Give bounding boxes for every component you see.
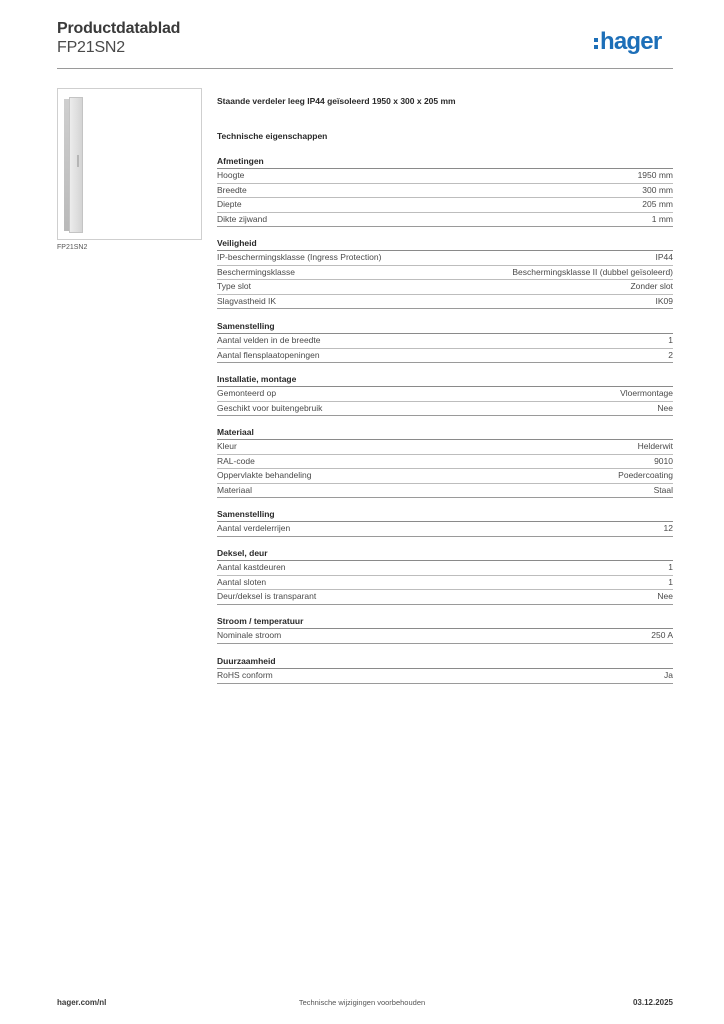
spec-label: Aantal sloten	[217, 576, 267, 587]
logo-text: hager	[600, 28, 662, 55]
spec-label: IP-beschermingsklasse (Ingress Protection)	[217, 252, 382, 262]
spec-label: Dikte zijwand	[217, 213, 268, 224]
spec-row	[217, 561, 673, 576]
spec-row	[217, 198, 673, 213]
spec-value: Poedercoating	[618, 470, 673, 481]
spec-section	[217, 155, 673, 227]
section-title: Veiligheid	[217, 237, 673, 251]
section-title: Samenstelling	[217, 508, 673, 522]
spec-value: 205 mm	[642, 199, 673, 210]
spec-row	[217, 469, 673, 484]
spec-value: 2	[668, 349, 673, 360]
section-title: Stroom / temperatuur	[217, 615, 673, 629]
spec-row	[217, 251, 673, 266]
spec-value: Beschermingsklasse II (dubbel geïsoleerd)	[512, 266, 673, 277]
spec-label: Slagvastheid IK	[217, 295, 277, 306]
section-title: Installatie, montage	[217, 373, 673, 387]
spec-value: Zonder slot	[630, 281, 673, 292]
spec-label: Deur/deksel is transparant	[217, 591, 317, 602]
spec-row	[217, 349, 673, 364]
spec-value: 250 A	[651, 630, 673, 640]
spec-value: Nee	[657, 591, 673, 602]
spec-label: Type slot	[217, 281, 252, 292]
spec-value: Helderwit	[637, 441, 673, 451]
spec-value: 300 mm	[642, 184, 673, 195]
spec-label: Beschermingsklasse	[217, 266, 295, 277]
header-divider	[57, 68, 673, 69]
spec-value: 1	[668, 562, 673, 572]
footer-disclaimer: Technische wijzigingen voorbehouden	[298, 998, 426, 1007]
spec-label: Geschikt voor buitengebruik	[217, 402, 323, 413]
spec-label: RoHS conform	[217, 670, 273, 680]
spec-row	[217, 387, 673, 402]
section-title: Afmetingen	[217, 155, 673, 169]
spec-label: Oppervlakte behandeling	[217, 470, 312, 481]
tech-properties-heading: Technische eigenschappen	[217, 131, 328, 141]
spec-section	[217, 320, 673, 363]
spec-row	[217, 280, 673, 295]
spec-label: Materiaal	[217, 484, 252, 495]
spec-value: 12	[663, 523, 673, 533]
spec-value: Ja	[664, 670, 673, 680]
spec-value: Vloermontage	[620, 388, 673, 398]
product-code: FP21SN2	[57, 39, 125, 56]
spec-row	[217, 455, 673, 470]
spec-row	[217, 522, 673, 537]
spec-value: Nee	[657, 402, 673, 413]
spec-row	[217, 184, 673, 199]
spec-label: Diepte	[217, 199, 242, 210]
spec-section	[217, 547, 673, 605]
spec-value: 1 mm	[651, 213, 673, 224]
spec-label: Hoogte	[217, 170, 245, 180]
spec-label: Aantal flensplaatopeningen	[217, 349, 320, 360]
spec-row	[217, 402, 673, 417]
section-title: Samenstelling	[217, 320, 673, 334]
product-image	[57, 88, 202, 240]
spec-section	[217, 237, 673, 309]
footer-website: hager.com/nl	[57, 998, 107, 1007]
spec-value: IK09	[655, 295, 673, 306]
section-title: Deksel, deur	[217, 547, 673, 561]
spec-label: Aantal verdelerrijen	[217, 523, 291, 533]
spec-label: Aantal velden in de breedte	[217, 335, 321, 345]
hager-logo	[594, 27, 661, 57]
spec-row	[217, 629, 673, 644]
spec-section	[217, 615, 673, 644]
spec-section	[217, 655, 673, 684]
spec-label: Breedte	[217, 184, 247, 195]
spec-row	[217, 590, 673, 605]
footer-date: 03.12.2025	[632, 998, 673, 1007]
spec-row	[217, 213, 673, 228]
spec-row	[217, 295, 673, 310]
section-title: Materiaal	[217, 426, 673, 440]
logo-dots-icon	[594, 38, 598, 49]
spec-section	[217, 373, 673, 416]
spec-label: Gemonteerd op	[217, 388, 277, 398]
spec-value: 1	[668, 335, 673, 345]
spec-label: Aantal kastdeuren	[217, 562, 286, 572]
spec-value: 1	[668, 576, 673, 587]
spec-label: Kleur	[217, 441, 237, 451]
spec-label: RAL-code	[217, 455, 255, 466]
spec-value: 9010	[654, 455, 673, 466]
spec-row	[217, 266, 673, 281]
spec-row	[217, 576, 673, 591]
spec-row	[217, 334, 673, 349]
spec-value: 1950 mm	[637, 170, 673, 180]
cabinet-icon	[64, 97, 84, 233]
spec-section	[217, 426, 673, 498]
spec-row	[217, 669, 673, 684]
spec-section	[217, 508, 673, 537]
section-title: Duurzaamheid	[217, 655, 673, 669]
spec-row	[217, 169, 673, 184]
spec-value: IP44	[655, 252, 673, 262]
spec-row	[217, 440, 673, 455]
spec-label: Nominale stroom	[217, 630, 282, 640]
spec-value: Staal	[653, 484, 673, 495]
page-title: Productdatablad	[57, 20, 181, 37]
product-description: Staande verdeler leeg IP44 geïsoleerd 1950 x 300 x 205 mm	[217, 96, 456, 106]
product-image-caption: FP21SN2	[57, 244, 88, 251]
spec-row	[217, 484, 673, 499]
